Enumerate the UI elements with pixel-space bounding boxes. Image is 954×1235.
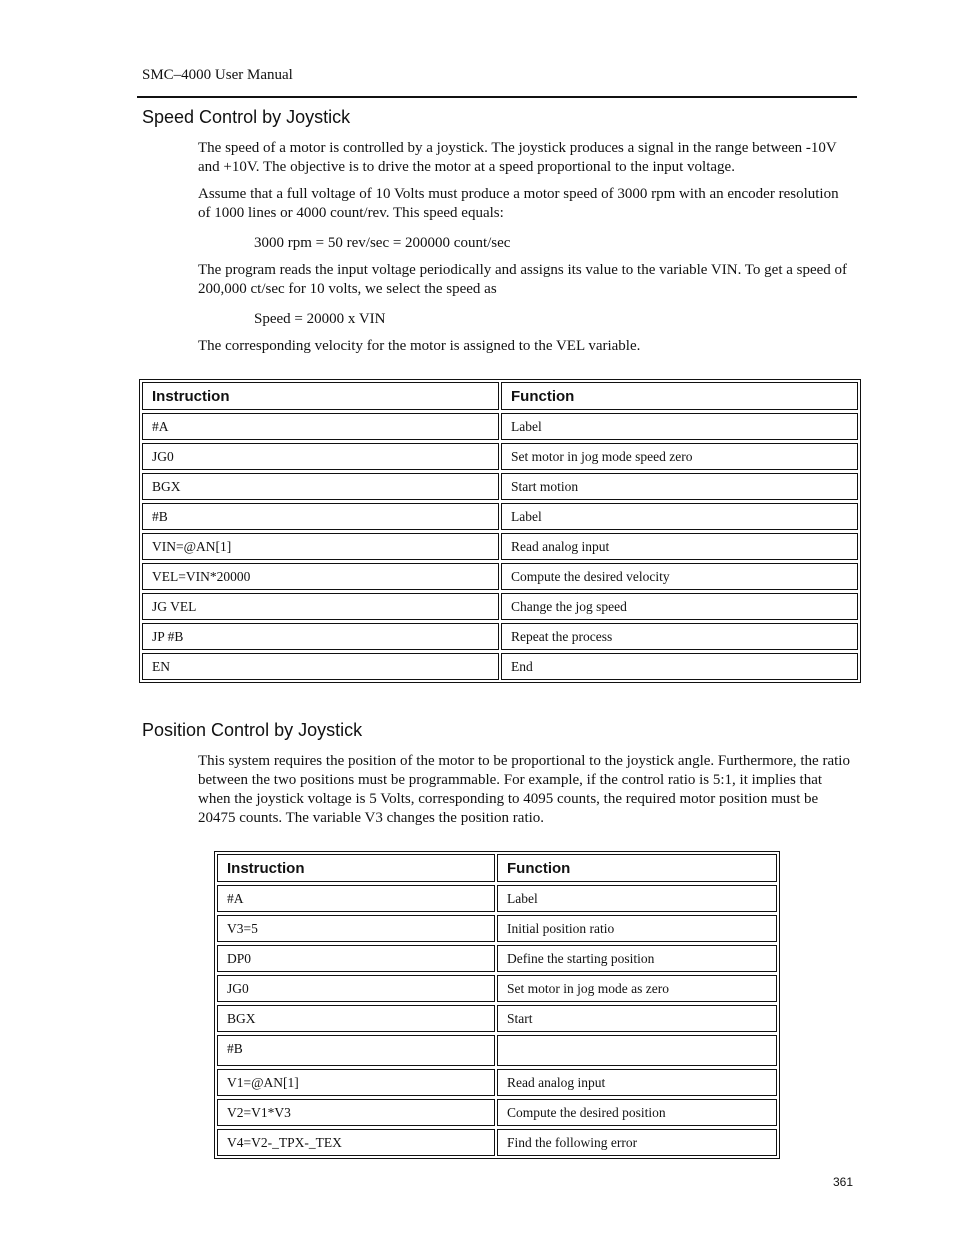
table-row <box>142 623 858 650</box>
table-cell: JP #B <box>142 623 499 650</box>
table-row <box>217 1069 777 1096</box>
table-cell: DP0 <box>217 945 495 972</box>
table-header-cell: Instruction <box>217 854 495 882</box>
speed-control-table <box>139 379 861 683</box>
table-header-cell: Instruction <box>142 382 499 410</box>
table-cell <box>497 1035 777 1066</box>
table-cell: Label <box>501 503 858 530</box>
table-row <box>217 1129 777 1156</box>
table-cell: Start motion <box>501 473 858 500</box>
table-row <box>142 443 858 470</box>
paragraph: Assume that a full voltage of 10 Volts must produce a motor speed of 3000 rpm with an encoder resolution of 1000 lines or 4000 count/rev. This speed equals: <box>198 186 839 221</box>
paragraph: The corresponding velocity for the motor is assigned to the VEL variable. <box>198 338 641 354</box>
table-cell: Start <box>497 1005 777 1032</box>
table-row <box>142 533 858 560</box>
table-cell: Initial position ratio <box>497 915 777 942</box>
table-row <box>217 885 777 912</box>
table-cell: BGX <box>217 1005 495 1032</box>
page-number: 361 <box>833 1175 854 1189</box>
table-row <box>217 1005 777 1032</box>
table-row <box>217 1099 777 1126</box>
table-cell: JG0 <box>217 975 495 1002</box>
section-title-position: Position Control by Joystick <box>142 720 363 740</box>
table-row <box>142 413 858 440</box>
running-header: SMC–4000 User Manual <box>142 67 293 83</box>
table-cell: #A <box>142 413 499 440</box>
table-cell: JG VEL <box>142 593 499 620</box>
table-row <box>217 1035 777 1066</box>
table-cell: Read analog input <box>497 1069 777 1096</box>
table-cell: Set motor in jog mode as zero <box>497 975 777 1002</box>
table-row <box>142 593 858 620</box>
table-cell: Find the following error <box>497 1129 777 1156</box>
table-cell: Change the jog speed <box>501 593 858 620</box>
section-title-speed: Speed Control by Joystick <box>142 107 351 127</box>
table-cell: Label <box>497 885 777 912</box>
table-cell: V3=5 <box>217 915 495 942</box>
table-header-row <box>142 382 858 410</box>
table-cell: V2=V1*V3 <box>217 1099 495 1126</box>
equation: Speed = 20000 x VIN <box>254 311 386 327</box>
equation: 3000 rpm = 50 rev/sec = 200000 count/sec <box>254 235 511 251</box>
table-cell: #B <box>142 503 499 530</box>
table-cell: Label <box>501 413 858 440</box>
position-control-table <box>214 851 780 1159</box>
table-row <box>217 915 777 942</box>
table-row <box>142 503 858 530</box>
table-cell: BGX <box>142 473 499 500</box>
table-cell: #A <box>217 885 495 912</box>
table-cell: Repeat the process <box>501 623 858 650</box>
table-cell: End <box>501 653 858 680</box>
table-row <box>142 563 858 590</box>
paragraph: This system requires the position of the motor to be proportional to the joystick angle. Furthermore, the ratio between the two positions must be programmable. For example, if the control ratio is 5:1, it implies that when the joystick voltage is 5 Volts, corresponding to 4095 counts, the required motor position must be 20475 counts. The variable V3 changes the position ratio. <box>198 753 850 826</box>
table-cell: #B <box>217 1035 495 1066</box>
table-cell: Define the starting position <box>497 945 777 972</box>
table-header-row <box>217 854 777 882</box>
paragraph: The speed of a motor is controlled by a joystick. The joystick produces a signal in the range between -10V and +10V. The objective is to drive the motor at a speed proportional to the input voltage. <box>198 140 837 175</box>
table-cell: Compute the desired position <box>497 1099 777 1126</box>
table-cell: V1=@AN[1] <box>217 1069 495 1096</box>
table-row <box>142 473 858 500</box>
table-row <box>217 975 777 1002</box>
table-cell: EN <box>142 653 499 680</box>
table-cell: Compute the desired velocity <box>501 563 858 590</box>
table-cell: JG0 <box>142 443 499 470</box>
table-cell: VIN=@AN[1] <box>142 533 499 560</box>
header-rule <box>137 96 857 98</box>
paragraph: The program reads the input voltage periodically and assigns its value to the variable VIN. To get a speed of 200,000 ct/sec for 10 volts, we select the speed as <box>198 262 848 297</box>
table-header-cell: Function <box>501 382 858 410</box>
table-cell: V4=V2-_TPX-_TEX <box>217 1129 495 1156</box>
table-cell: Read analog input <box>501 533 858 560</box>
table-row <box>217 945 777 972</box>
table-header-cell: Function <box>497 854 777 882</box>
table-row <box>142 653 858 680</box>
table-cell: Set motor in jog mode speed zero <box>501 443 858 470</box>
table-cell: VEL=VIN*20000 <box>142 563 499 590</box>
